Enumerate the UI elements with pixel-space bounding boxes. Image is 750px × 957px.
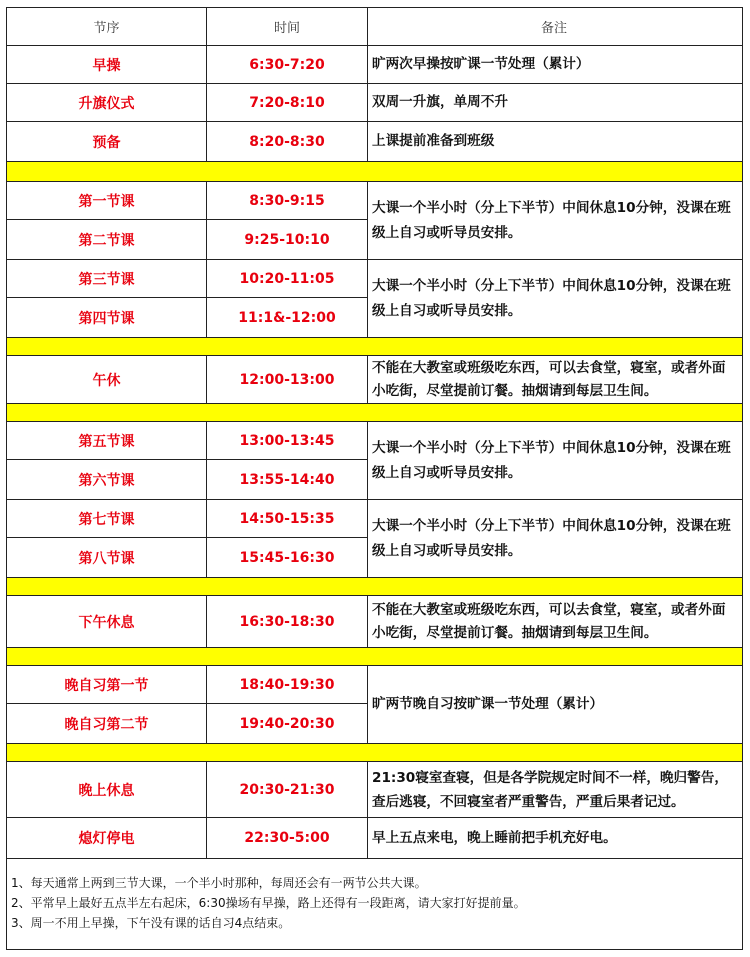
note-text: 21:30寝室查寝，但是各学院规定时间不一样，晚归警告， 查后逃寝，不回寝室者严重警告，严重后果者记过。 <box>372 769 728 810</box>
period-label: 第八节课 <box>78 550 135 567</box>
merged-note <box>368 182 742 260</box>
time-label: 13:55-14:40 <box>239 471 335 488</box>
merged-note <box>368 500 742 578</box>
table-row <box>7 596 742 648</box>
time-label: 20:30-21:30 <box>239 781 335 798</box>
separator-bar <box>7 744 742 762</box>
period-label: 晚上休息 <box>78 782 135 799</box>
table-row <box>7 356 742 404</box>
note-text: 双周一升旗，单周不升 <box>372 94 508 110</box>
period-label: 第二节课 <box>78 232 135 249</box>
time-label: 12:00-13:00 <box>239 371 335 388</box>
time-label: 14:50-15:35 <box>239 510 335 527</box>
period-label: 第三节课 <box>78 271 135 288</box>
table-row <box>7 122 742 162</box>
time-label: 19:40-20:30 <box>239 715 335 732</box>
time-label: 22:30-5:00 <box>244 830 330 846</box>
separator-bar <box>7 404 742 422</box>
period-label: 晚自习第一节 <box>64 677 149 694</box>
period-label: 预备 <box>92 134 121 151</box>
table-row <box>7 46 742 84</box>
time-label: 13:00-13:45 <box>239 432 335 449</box>
note-text: 早上五点来电，晚上睡前把手机充好电。 <box>372 829 617 846</box>
note-text: 大课一个半小时（分上下半节）中间休息10分钟，没课在班级上自习或听导员安排。 <box>372 277 731 319</box>
period-label: 升旗仪式 <box>78 95 135 112</box>
time-label: 8:20-8:30 <box>249 133 325 150</box>
period-label: 第一节课 <box>78 193 135 210</box>
table-row <box>7 818 742 859</box>
note-text: 旷两次早操按旷课一节处理（累计） <box>372 56 590 72</box>
footnote-item: 3、周一不用上早操，下午没有课的话自习4点结束。 <box>11 916 291 930</box>
merged-note <box>368 422 742 500</box>
time-label: 16:30-18:30 <box>239 613 335 630</box>
note-text: 旷两节晚自习按旷课一节处理（累计） <box>372 696 604 712</box>
time-label: 8:30-9:15 <box>249 192 325 209</box>
table-row <box>7 762 742 818</box>
time-label: 7:20-8:10 <box>249 94 325 111</box>
time-label: 15:45-16:30 <box>239 549 335 566</box>
separator-bar <box>7 338 742 356</box>
period-label: 第四节课 <box>78 310 135 327</box>
note-text: 大课一个半小时（分上下半节）中间休息10分钟，没课在班级上自习或听导员安排。 <box>372 517 731 559</box>
note-text: 上课提前准备到班级 <box>372 133 495 149</box>
time-label: 11:1&-12:00 <box>238 309 336 326</box>
table-header <box>7 8 742 46</box>
header-time <box>207 8 368 45</box>
table-row <box>7 84 742 122</box>
period-label: 第六节课 <box>78 472 135 489</box>
note-text: 不能在大教室或班级吃东西，可以去食堂，寝室，或者外面小吃街，尽堂提前订餐。抽烟请到每层卫生间。 <box>372 601 726 641</box>
period-label: 午休 <box>92 372 121 389</box>
footnote-item: 2、平常早上最好五点半左右起床，6:30操场有早操，路上还得有一段距离，请大家打好提前量。 <box>11 896 526 910</box>
header-note <box>368 8 742 45</box>
period-label: 下午休息 <box>78 614 135 631</box>
separator-bar <box>7 648 742 666</box>
schedule-table <box>6 7 743 950</box>
time-label: 10:20-11:05 <box>239 270 335 287</box>
time-label: 18:40-19:30 <box>239 676 335 693</box>
note-text: 不能在大教室或班级吃东西，可以去食堂，寝室，或者外面小吃街，尽堂提前订餐。抽烟请到每层卫生间。 <box>372 359 726 399</box>
footnotes <box>7 859 742 949</box>
header-period <box>7 8 207 45</box>
header-note-label: 备注 <box>540 21 567 36</box>
period-label: 第七节课 <box>78 511 135 528</box>
period-label: 晚自习第二节 <box>64 716 149 733</box>
separator-bar <box>7 578 742 596</box>
note-text: 大课一个半小时（分上下半节）中间休息10分钟，没课在班级上自习或听导员安排。 <box>372 439 731 481</box>
time-label: 9:25-10:10 <box>244 231 330 248</box>
header-time-label: 时间 <box>273 21 300 36</box>
footnote-item: 1、每天通常上两到三节大课，一个半小时那种，每周还会有一两节公共大课。 <box>11 876 427 890</box>
merged-note <box>368 260 742 338</box>
note-text: 大课一个半小时（分上下半节）中间休息10分钟，没课在班级上自习或听导员安排。 <box>372 199 731 241</box>
period-label: 熄灯停电 <box>78 831 135 847</box>
period-label: 早操 <box>92 57 121 74</box>
merged-note <box>368 666 742 744</box>
period-label: 第五节课 <box>78 433 135 450</box>
time-label: 6:30-7:20 <box>249 56 325 73</box>
separator-bar <box>7 162 742 182</box>
header-period-label: 节序 <box>93 21 120 36</box>
